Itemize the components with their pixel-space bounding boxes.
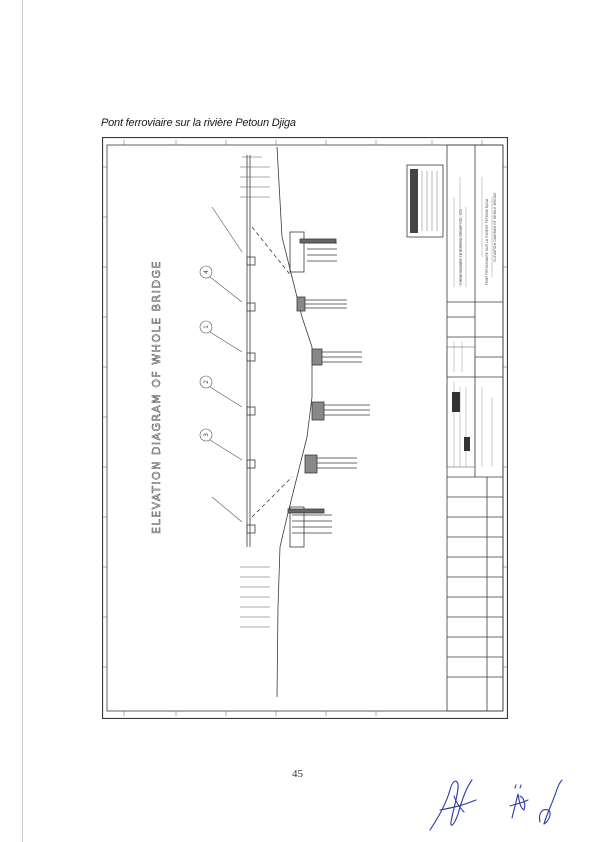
page-number: 45 xyxy=(292,768,303,780)
pier-piles xyxy=(288,239,370,533)
left-margin-line xyxy=(22,0,23,842)
pier-callouts xyxy=(200,207,242,522)
pier-caps xyxy=(247,257,255,533)
company-stamp xyxy=(447,347,475,467)
handwritten-signatures-icon xyxy=(420,770,570,835)
embankments xyxy=(240,157,270,627)
pier-marker-4: 4 xyxy=(203,270,210,274)
title-block-company: CHINA RAILWAY 18 BUREAU GROUP CO., LTD xyxy=(459,209,463,285)
drawing-inner-frame xyxy=(107,145,503,711)
title-block-project: PONT FERROVIAIRE SUR LA RIVIERE PETOUN DJIGA xyxy=(485,198,489,286)
pier-marker-1: 1 xyxy=(203,325,210,329)
engineering-drawing xyxy=(102,137,508,719)
approval-stamp xyxy=(407,165,443,237)
bridge-elevation xyxy=(247,147,312,697)
diagram-title: ELEVATION DIAGRAM OF WHOLE BRIDGE xyxy=(150,260,163,534)
pier-marker-3: 3 xyxy=(203,433,210,437)
title-block-sheet: ELEVATION DIAGRAM OF WHOLE BRIDGE xyxy=(493,192,497,262)
pier-marker-2: 2 xyxy=(203,380,210,384)
figure-caption: Pont ferroviaire sur la rivière Petoun Djiga xyxy=(101,117,296,129)
